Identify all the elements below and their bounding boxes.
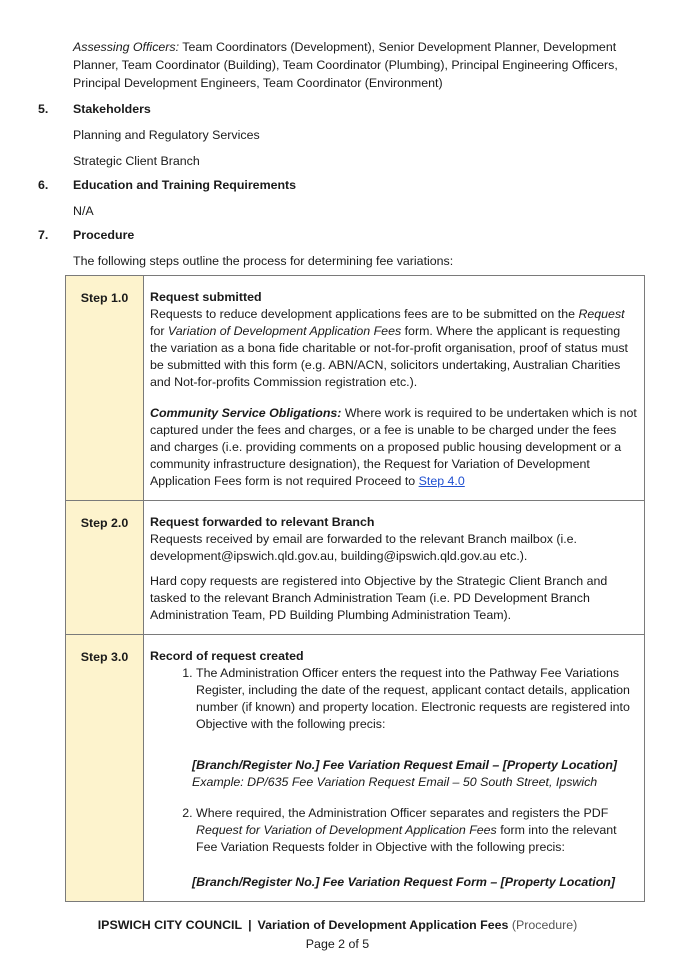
section-7-heading — [38, 228, 134, 242]
stakeholder-line: Strategic Client Branch — [73, 154, 200, 168]
text-run: form into the relevant Fee Variation Requests folder in Objective with the following precis: — [196, 823, 617, 854]
section-5-heading — [38, 102, 151, 116]
step-label: Step 1.0 — [66, 276, 144, 501]
cso-label: Community Service Obligations: — [150, 406, 342, 420]
table-row — [66, 635, 645, 902]
step-title: Request submitted — [150, 290, 262, 304]
procedure-steps-table — [65, 275, 645, 902]
education-line: N/A — [73, 204, 94, 218]
section-title: Procedure — [73, 228, 135, 242]
step-label: Step 2.0 — [66, 501, 144, 635]
table-row — [66, 501, 645, 635]
precis-format: [Branch/Register No.] Fee Variation Request Form – [Property Location] — [192, 875, 615, 889]
text-run: Request — [578, 307, 625, 321]
footer-doc-type: (Procedure) — [511, 918, 578, 932]
footer-doc-title: Variation of Development Application Fees — [257, 918, 509, 932]
footer-title — [0, 918, 675, 932]
list-item — [192, 805, 638, 891]
text-run: The Administration Officer enters the request into the Pathway Fee Variations Register, including the date of the request, applicant contact details, application number (if known) and property location. Electronic requests are registered into Objective with the following precis: — [196, 666, 630, 731]
section-6-heading — [38, 178, 296, 192]
list-item — [192, 665, 638, 805]
precis-block — [150, 874, 638, 891]
step-title: Request forwarded to relevant Branch — [150, 515, 375, 529]
step-paragraph — [150, 405, 638, 490]
table-row — [66, 276, 645, 501]
section-number: 6. — [38, 178, 49, 192]
footer-org: IPSWICH CITY COUNCIL — [97, 918, 243, 932]
section-number: 7. — [38, 228, 49, 242]
step-4-link[interactable]: Step 4.0 — [418, 474, 465, 488]
text-run: Request for Variation of Development Application Fees — [196, 823, 497, 837]
step-content — [144, 635, 645, 902]
precis-example: Example: DP/635 Fee Variation Request Email – 50 South Street, Ipswich — [192, 775, 598, 789]
text-run: Variation of Development Application Fees — [167, 324, 402, 338]
section-number: 5. — [38, 102, 49, 116]
assessing-officers-text: Team Coordinators (Development), Senior Development Planner, Development Planner, Team Coordinator (Building), Team Coordinator (Plumbing), Principal Engineering Officers, Principal Development Engineers, Team Coordinator (Environment) — [73, 40, 618, 90]
text-run: for — [150, 324, 168, 338]
precis-block — [150, 757, 638, 791]
step-content — [144, 501, 645, 635]
step-paragraph — [150, 306, 638, 391]
text-run: Requests to reduce development applications fees are to be submitted on the — [150, 307, 579, 321]
page-number: Page 2 of 5 — [305, 937, 370, 951]
text-run: Where work is required to be undertaken which is not captured under the fees and charges, or a fee is unable to be charged under the fees and charges (i.e. providing comments on a proposed public housing development or a community infrastructure designation), the Request for Variation of Development Application Fees form is not required Proceed to — [150, 406, 637, 488]
step-label: Step 3.0 — [66, 635, 144, 902]
assessing-officers-paragraph — [73, 38, 648, 92]
step-paragraph: Hard copy requests are registered into Objective by the Strategic Client Branch and tasked to the relevant Branch Administration Team (i.e. PD Development Branch Administration Team, PD Building Plumbing Administration Team). — [150, 574, 608, 622]
text-run: Where required, the Administration Officer separates and registers the PDF — [196, 806, 609, 820]
precis-format: [Branch/Register No.] Fee Variation Request Email – [Property Location] — [192, 758, 618, 772]
assessing-officers-label: Assessing Officers: — [73, 40, 180, 54]
stakeholder-line: Planning and Regulatory Services — [73, 128, 260, 142]
text-run: form. Where the applicant is requesting the variation as a bona fide charitable or not-for-profit organisation, proof of status must be submitted with this form (e.g. ABN/ACN, solicitors undertaking, Australian Charities and Not-for-profits Commission registration etc.). — [150, 324, 628, 389]
footer-separator: | — [248, 918, 252, 932]
step-paragraph: Requests received by email are forwarded to the relevant Branch mailbox (i.e. development@ipswich.qld.gov.au, building@ipswich.qld.gov.au etc.). — [150, 532, 577, 563]
step-list — [150, 665, 638, 891]
step-content — [144, 276, 645, 501]
section-title: Education and Training Requirements — [73, 178, 297, 192]
step-title: Record of request created — [150, 649, 304, 663]
procedure-intro: The following steps outline the process for determining fee variations: — [73, 254, 454, 268]
section-title: Stakeholders — [73, 102, 151, 116]
